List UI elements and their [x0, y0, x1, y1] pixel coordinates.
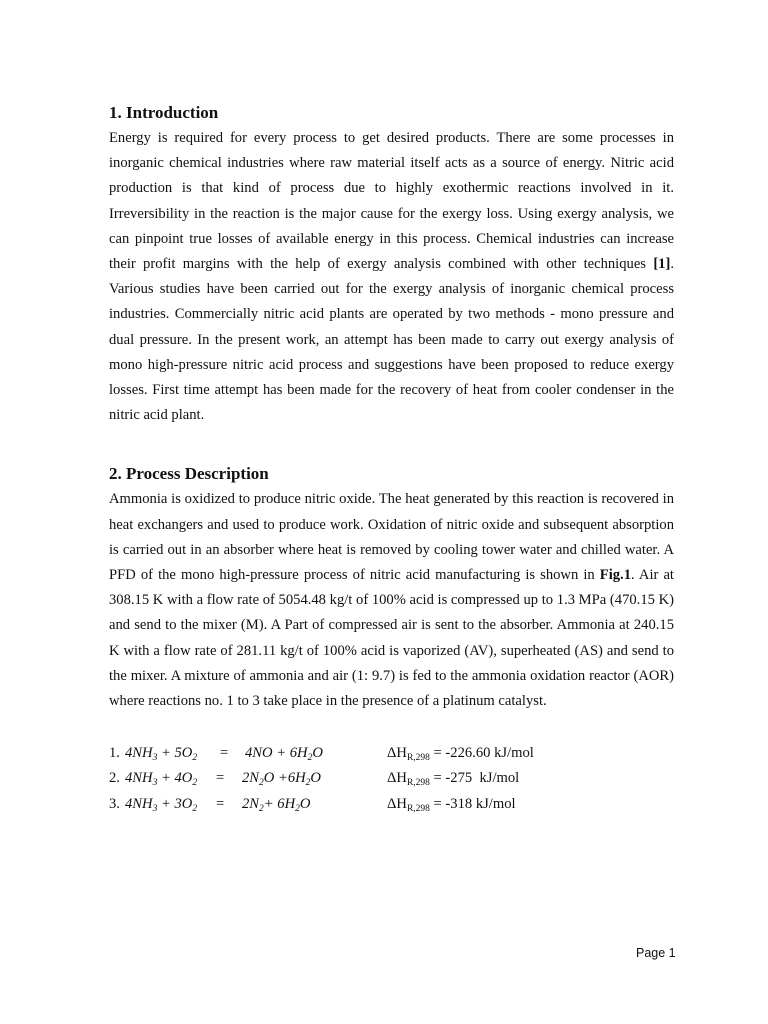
equals-sign: = — [216, 770, 225, 787]
section-introduction — [109, 100, 674, 428]
equation-reactants: $4NH_3 + 5O_2$ — [125, 745, 198, 764]
section-process-description — [109, 461, 674, 714]
paragraph-text: . Air at 308.15 K with a flow rate of 5054.48 kg/t of 100% acid is compressed up to 1.3 MPa (470.15 K) and send to the mixer (M). A Part of compressed air is sent to the absorber. Ammonia at 240.15 K with a flow rate of 281.11 kg/t of 100% acid is vaporized (AV), superheated (AS) and send to the mixer. A mixture of ammonia and air (1: 9.7) is fed to the ammonia oxidation reactor (AOR) where reactions no. 1 to 3 take place in the presence of a platinum catalyst. — [109, 567, 674, 710]
reaction-enthalpy: $\Delta H_{R,298} = -318$ kJ/mol — [387, 795, 516, 814]
equation-products: $4NO + 6H_2O$ — [245, 745, 323, 764]
equation-reactants: $4NH_3 + 3O_2$ — [125, 795, 198, 814]
equals-sign: = — [220, 745, 229, 762]
reaction-equation-3 — [109, 792, 674, 817]
section-heading: 1. Introduction — [109, 103, 219, 122]
paragraph-text: Energy is required for every process to get desired products. There are some processes in inorganic chemical industries where raw material itself acts as a source of energy. Nitric acid production is that kind of process due to highly exothermic reactions involved in it. Irreversibility in the reaction is the major cause for the exergy loss. Using exergy analysis, we can pinpoint true losses of available energy in this process. Chemical industries can increase their profit margins with the help of exergy analysis combined with other techniques — [109, 130, 674, 273]
equals-sign: = — [216, 795, 225, 812]
paragraph-text: Ammonia is oxidized to produce nitric oxide. The heat generated by this reaction is recovered in heat exchangers and used to produce work. Oxidation of nitric oxide and subsequent absorption is carried out in an absorber where heat is removed by cooling tower water and chilled water. A PFD of the mono high-pressure process of nitric acid manufacturing is shown in — [109, 491, 674, 584]
page-number: Page 1 — [636, 946, 676, 960]
equation-reactants: $4NH_3 + 4O_2$ — [125, 770, 198, 789]
reaction-equation-1 — [109, 741, 674, 766]
section-paragraph — [109, 487, 674, 714]
equation-number: 1. — [109, 745, 120, 762]
equation-products: $2N_2+ 6H_2O$ — [242, 795, 311, 814]
citation-reference: [1] — [653, 256, 671, 273]
figure-reference: Fig.1 — [599, 567, 631, 584]
section-paragraph — [109, 126, 674, 428]
section-heading: 2. Process Description — [109, 464, 269, 484]
reaction-equations — [109, 741, 674, 817]
paragraph-text: . Various studies have been carried out for the exergy analysis of inorganic chemical process industries. Commercially nitric acid plants are operated by two methods - mono pressure and dual pressure. In the present work, an attempt has been made to carry out exergy analysis of mono high-pressure nitric acid process and suggestions have been proposed to reduce exergy losses. First time attempt has been made for the recovery of heat from cooler condenser in the nitric acid plant. — [109, 256, 674, 424]
equation-products: $2N_2O +6H_2O$ — [242, 770, 321, 789]
reaction-enthalpy: $\Delta H_{R,298} = -226.60$ kJ/mol — [387, 745, 534, 764]
equation-number: 2. — [109, 770, 120, 787]
equation-number: 3. — [109, 795, 120, 812]
page-content — [109, 100, 674, 817]
reaction-equation-2 — [109, 766, 674, 791]
reaction-enthalpy: $\Delta H_{R,298} = -275$ kJ/mol — [387, 770, 520, 789]
